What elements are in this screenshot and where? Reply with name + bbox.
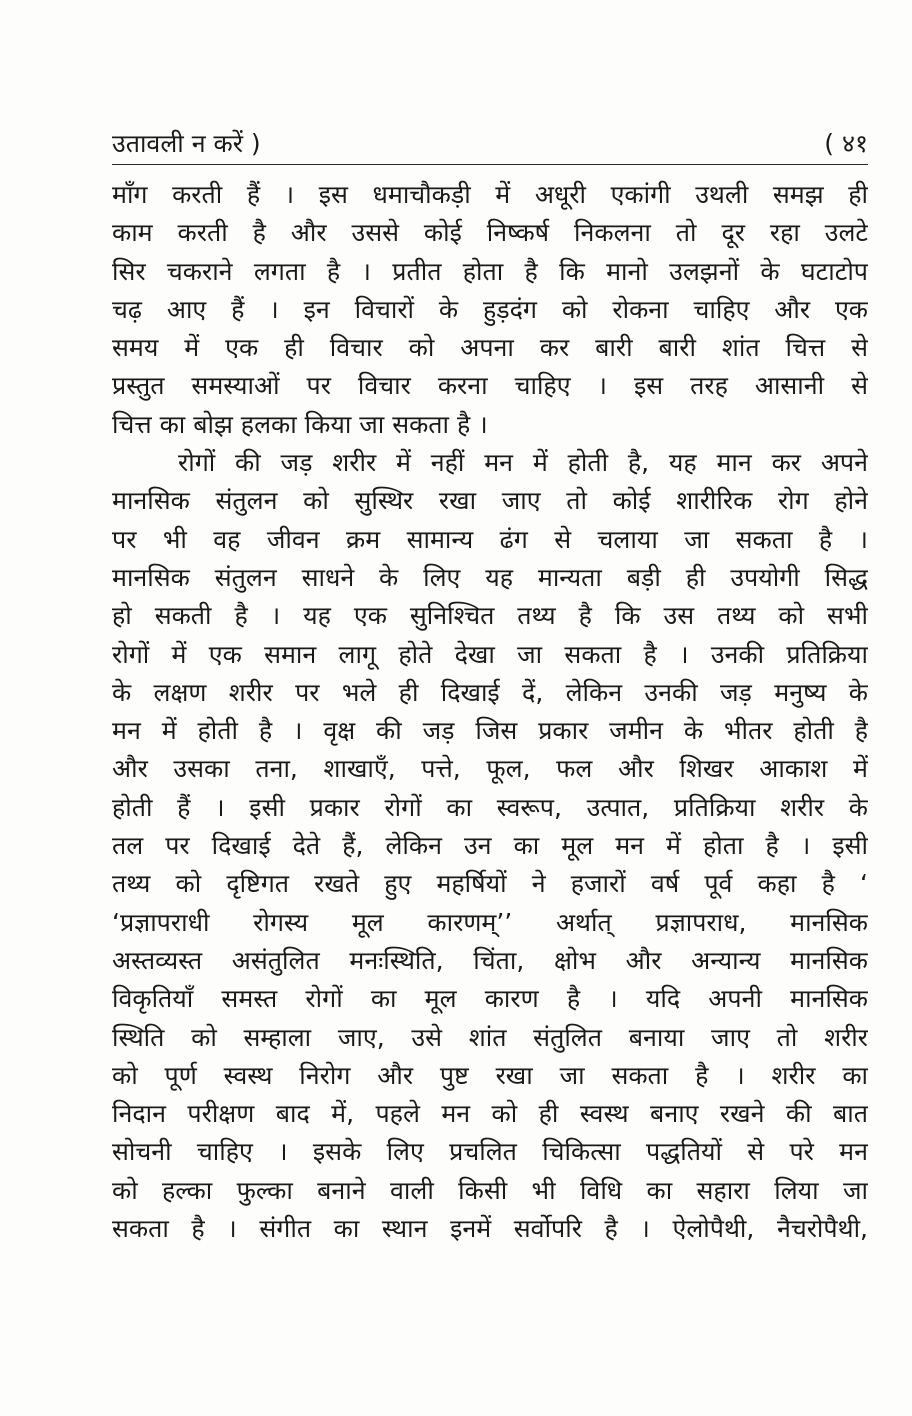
paragraph-end-line: चित्त का बोझ हलका किया जा सकता है । — [112, 409, 488, 439]
paragraph-start-line: रोगों की जड़ शरीर में नहीं मन में होती है, यह मान कर अपने — [178, 448, 868, 478]
text-line: मानसिक संतुलन को सुस्थिर रखा जाए तो कोई शारीरिक रोग होने — [112, 486, 868, 516]
page-number: ( ४१ — [824, 129, 868, 158]
text-line: अस्तव्यस्त असंतुलित मनःस्थिति, चिंता, क्षोभ और अन्यान्य मानसिक — [112, 945, 868, 975]
text-line: माँग करती हैं । इस धमाचौकड़ी में अधूरी एकांगी उथली समझ ही — [112, 180, 868, 209]
text-line: मानसिक संतुलन साधने के लिए यह मान्यता बड़ी ही उपयोगी सिद्ध — [112, 562, 868, 592]
text-line: ‘प्रज्ञापराधी रोगस्य मूल कारणम्’’ अर्थात् प्रज्ञापराध, मानसिक — [112, 907, 868, 937]
text-line: मन में होती है । वृक्ष की जड़ जिस प्रकार जमीन के भीतर होती है — [112, 716, 868, 746]
text-line: सोचनी चाहिए । इसके लिए प्रचलित चिकित्सा पद्धतियों से परे मन — [112, 1137, 868, 1167]
text-line: रोगों में एक समान लागू होते देखा जा सकता है । उनकी प्रतिक्रिया — [112, 639, 868, 669]
text-line: पर भी वह जीवन क्रम सामान्य ढंग से चलाया जा सकता है । — [112, 524, 868, 554]
text-line: के लक्षण शरीर पर भले ही दिखाई दें, लेकिन उनकी जड़ मनुष्य के — [112, 677, 868, 707]
text-line: सकता है । संगीत का स्थान इनमें सर्वोपरि है । ऐलोपैथी, नैचरोपैथी, — [112, 1214, 868, 1244]
text-line: स्थिति को सम्हाला जाए, उसे शांत संतुलित बनाया जाए तो शरीर — [112, 1022, 868, 1052]
text-line: तल पर दिखाई देते हैं, लेकिन उन का मूल मन में होता है । इसी — [112, 831, 868, 861]
text-line: काम करती है और उससे कोई निष्कर्ष निकलना तो दूर रहा उलटे — [112, 218, 868, 248]
text-line: को पूर्ण स्वस्थ निरोग और पुष्ट रखा जा सकता है । शरीर का — [112, 1060, 868, 1090]
text-line: को हल्का फुल्का बनाने वाली किसी भी विधि का सहारा लिया जा — [112, 1175, 868, 1205]
text-line: विकृतियाँ समस्त रोगों का मूल कारण है । यदि अपनी मानसिक — [112, 984, 868, 1014]
text-line: निदान परीक्षण बाद में, पहले मन को ही स्वस्थ बनाए रखने की बात — [112, 1099, 868, 1129]
body-text — [112, 176, 868, 1248]
text-line: चढ़ आए हैं । इन विचारों के हुड़दंग को रोकना चाहिए और एक — [112, 294, 868, 324]
text-line: सिर चकराने लगता है । प्रतीत होता है कि मानो उलझनों के घटाटोप — [112, 256, 868, 286]
chapter-title: उतावली न करें ) — [112, 129, 261, 158]
text-line: समय में एक ही विचार को अपना कर बारी बारी शांत चित्त से — [112, 333, 868, 363]
text-line: तथ्य को दृष्टिगत रखते हुए महर्षियों ने हजारों वर्ष पूर्व कहा है ‘ — [112, 869, 868, 899]
text-line: और उसका तना, शाखाएँ, पत्ते, फूल, फल और शिखर आकाश में — [112, 754, 868, 784]
text-line: होती हैं । इसी प्रकार रोगों का स्वरूप, उत्पात, प्रतिक्रिया शरीर के — [112, 792, 868, 822]
running-header — [112, 122, 868, 165]
text-line: प्रस्तुत समस्याओं पर विचार करना चाहिए । इस तरह आसानी से — [112, 371, 868, 401]
text-line: हो सकती है । यह एक सुनिश्चित तथ्य है कि उस तथ्य को सभी — [112, 601, 868, 631]
